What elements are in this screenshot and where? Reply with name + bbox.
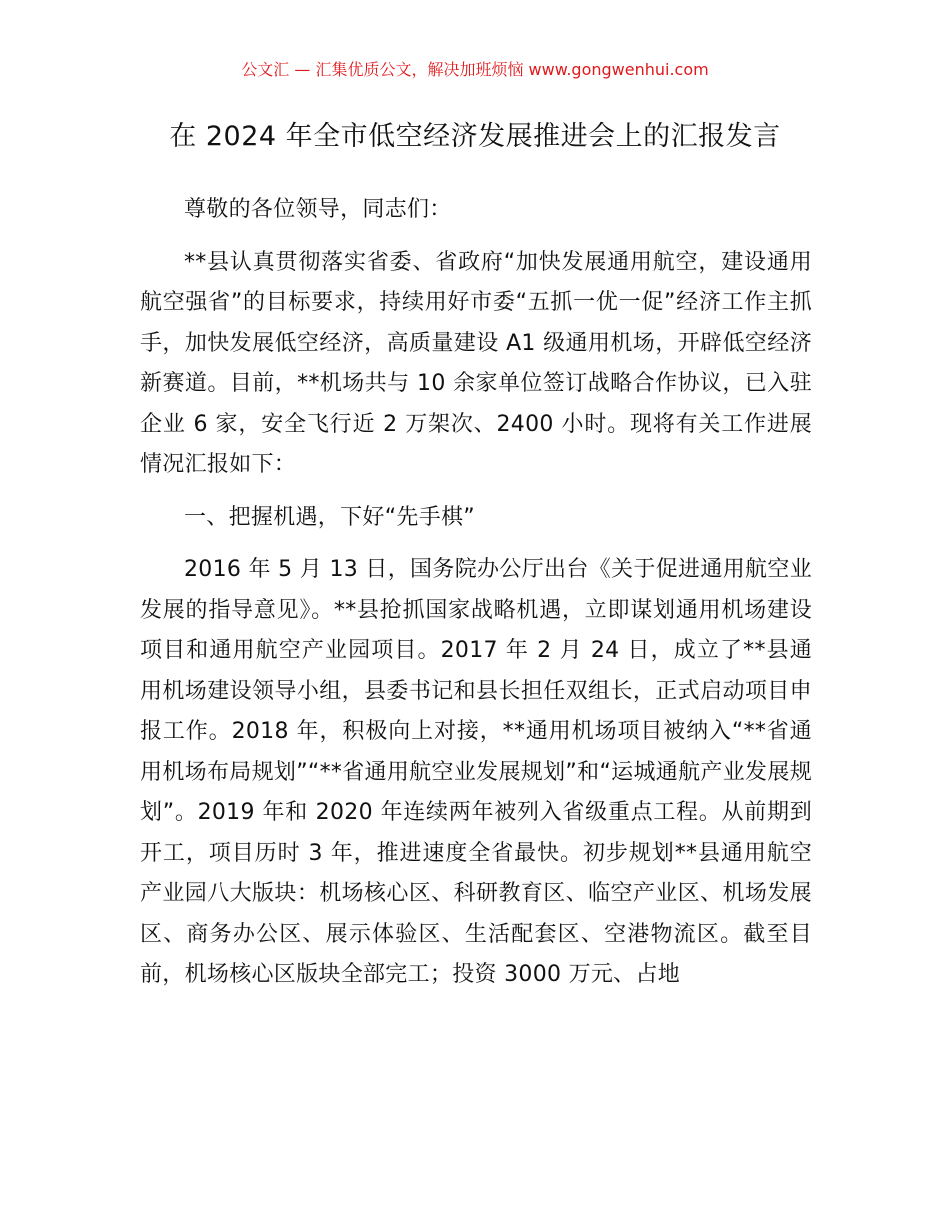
- document-body: [140, 190, 812, 1008]
- paragraph-intro: **县认真贯彻落实省委、省政府“加快发展通用航空，建设通用航空强省”的目标要求，持续用好市委“五抓一优一促”经济工作主抓手，加快发展低空经济，高质量建设 A1 级通用机场，开辟低空经济新赛道。目前，**机场共与 10 余家单位签订战略合作协议，已入驻企业 6 家，安全飞行近 2 万架次、2400 小时。现将有关工作进展情况汇报如下：: [140, 249, 812, 477]
- header-banner[interactable]: 公文汇 — 汇集优质公文，解决加班烦恼 www.gongwenhui.com: [241, 60, 709, 79]
- section-heading-1: 一、把握机遇，下好“先手棋”: [184, 504, 475, 530]
- salutation: 尊敬的各位领导，同志们：: [184, 197, 452, 222]
- document-title: 在 2024 年全市低空经济发展推进会上的汇报发言: [169, 121, 781, 152]
- paragraph-section-1: 2016 年 5 月 13 日，国务院办公厅出台《关于促进通用航空业发展的指导意见》。**县抢抓国家战略机遇，立即谋划通用机场建设项目和通用航空产业园项目。2017 年 2 月 24 日，成立了**县通用机场建设领导小组，县委书记和县长担任双组长，正式启动项目申报工作。2018 年，积极向上对接，**通用机场项目被纳入“**省通用机场布局规划”“**省通用航空业发展规划”和“运城通航产业发展规划”。2019 年和 2020 年连续两年被列入省级重点工程。从前期到开工，项目历时 3 年，推进速度全省最快。初步规划**县通用航空产业园八大版块：机场核心区、科研教育区、临空产业区、机场发展区、商务办公区、展示体验区、生活配套区、空港物流区。截至目前，机场核心区版块全部完工；投资 3000 万元、占地: [140, 557, 812, 987]
